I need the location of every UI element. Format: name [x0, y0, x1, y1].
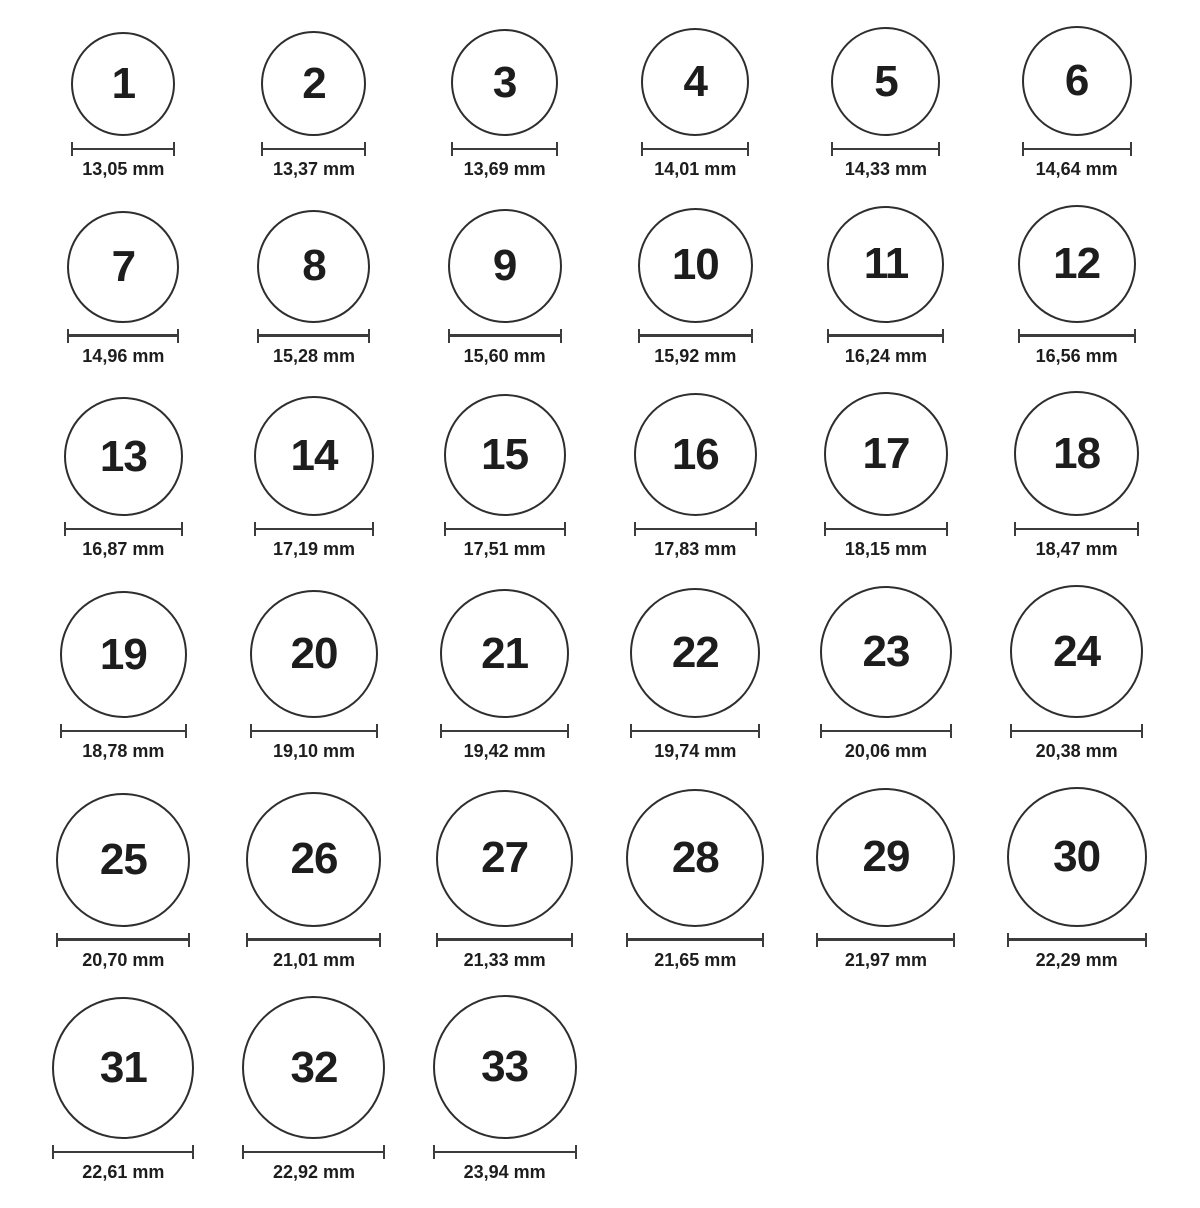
- ring-size-item: [791, 206, 982, 367]
- size-number: 4: [683, 57, 708, 106]
- ring-size-item: [791, 788, 982, 971]
- ring-size-item: [28, 591, 219, 762]
- size-circle: [820, 586, 952, 718]
- diameter-dimension-line: [451, 142, 558, 156]
- size-circle: [824, 392, 948, 516]
- size-number: 13: [99, 431, 147, 481]
- size-number: 30: [1053, 831, 1101, 881]
- ring-size-item: [981, 26, 1172, 180]
- diameter-label: 13,69 mm: [463, 159, 546, 179]
- size-number: 16: [671, 429, 719, 479]
- diameter-dimension-line: [242, 1145, 385, 1159]
- diameter-label: 21,65 mm: [654, 949, 737, 970]
- diameter-label: 14,33 mm: [844, 159, 927, 179]
- diameter-label: 17,83 mm: [654, 539, 737, 560]
- diameter-label: 16,24 mm: [844, 345, 927, 366]
- size-number: 18: [1053, 428, 1101, 478]
- size-circle: [242, 996, 385, 1139]
- diameter-label: 22,29 mm: [1035, 949, 1118, 970]
- ring-size-item: [600, 588, 791, 762]
- ring-size-item: [600, 789, 791, 971]
- diameter-label: 15,28 mm: [272, 345, 356, 366]
- diameter-dimension-line: [641, 142, 749, 156]
- diameter-label: 18,15 mm: [844, 539, 927, 560]
- diameter-dimension-line: [824, 522, 948, 536]
- size-number: 17: [862, 429, 910, 479]
- diameter-dimension-line: [440, 724, 569, 738]
- diameter-label: 17,51 mm: [463, 539, 546, 560]
- diameter-label: 20,70 mm: [82, 949, 165, 970]
- size-circle: [261, 31, 366, 136]
- ring-size-item: [219, 996, 410, 1183]
- size-number: 12: [1053, 238, 1101, 288]
- diameter-label: 18,78 mm: [82, 741, 165, 762]
- size-circle: [451, 29, 558, 136]
- diameter-label: 21,33 mm: [463, 949, 546, 970]
- size-number: 25: [99, 834, 147, 884]
- diameter-dimension-line: [638, 329, 753, 343]
- diameter-label: 16,56 mm: [1035, 345, 1118, 366]
- size-circle: [433, 995, 577, 1139]
- size-circle: [67, 211, 179, 323]
- size-number: 23: [862, 627, 910, 677]
- ring-size-item: [791, 586, 982, 762]
- diameter-label: 19,10 mm: [272, 741, 356, 762]
- ring-size-row: [28, 585, 1172, 762]
- size-number: 24: [1053, 626, 1101, 676]
- diameter-dimension-line: [64, 522, 183, 536]
- diameter-label: 20,38 mm: [1035, 741, 1118, 762]
- size-number: 22: [671, 628, 719, 678]
- size-circle: [448, 209, 562, 323]
- ring-size-item: [791, 392, 982, 560]
- diameter-dimension-line: [634, 522, 757, 536]
- diameter-label: 20,06 mm: [844, 741, 927, 762]
- diameter-dimension-line: [56, 933, 190, 947]
- diameter-dimension-line: [448, 329, 562, 343]
- size-circle: [1014, 391, 1139, 516]
- diameter-dimension-line: [1010, 724, 1143, 738]
- diameter-dimension-line: [60, 724, 187, 738]
- size-circle: [71, 32, 175, 136]
- size-circle: [641, 28, 749, 136]
- ring-size-item: [981, 391, 1172, 560]
- ring-size-item: [219, 792, 410, 971]
- size-number: 10: [671, 240, 719, 290]
- ring-size-row: [28, 995, 1172, 1183]
- diameter-dimension-line: [816, 933, 955, 947]
- diameter-dimension-line: [261, 142, 366, 156]
- diameter-label: 13,37 mm: [272, 159, 356, 179]
- ring-size-item: [219, 31, 410, 180]
- ring-size-item: [409, 209, 600, 367]
- diameter-label: 18,47 mm: [1035, 539, 1118, 560]
- ring-size-item: [28, 211, 219, 367]
- size-circle: [60, 591, 187, 718]
- ring-size-item: [219, 396, 410, 560]
- diameter-dimension-line: [1014, 522, 1139, 536]
- size-number: 6: [1064, 56, 1089, 105]
- ring-size-item: [409, 995, 600, 1183]
- ring-size-item: [28, 793, 219, 971]
- size-circle: [630, 588, 760, 718]
- diameter-dimension-line: [257, 329, 370, 343]
- size-number: 8: [302, 241, 326, 291]
- diameter-dimension-line: [52, 1145, 194, 1159]
- diameter-label: 15,92 mm: [654, 345, 737, 366]
- size-number: 14: [290, 431, 338, 481]
- size-number: 33: [481, 1042, 529, 1092]
- size-circle: [638, 208, 753, 323]
- ring-size-item: [219, 590, 410, 762]
- diameter-label: 16,87 mm: [82, 539, 165, 560]
- diameter-label: 23,94 mm: [463, 1162, 546, 1183]
- ring-size-item: [600, 208, 791, 367]
- diameter-dimension-line: [67, 329, 179, 343]
- size-number: 3: [492, 57, 517, 107]
- diameter-label: 14,64 mm: [1035, 159, 1118, 179]
- diameter-label: 14,01 mm: [654, 159, 737, 179]
- ring-size-item: [28, 997, 219, 1183]
- size-circle: [444, 394, 566, 516]
- size-circle: [52, 997, 194, 1139]
- ring-size-item: [409, 394, 600, 560]
- size-number: 27: [481, 833, 529, 883]
- diameter-dimension-line: [444, 522, 566, 536]
- size-number: 9: [492, 240, 517, 290]
- size-circle: [436, 790, 573, 927]
- size-number: 29: [862, 832, 910, 882]
- ring-size-item: [409, 29, 600, 180]
- size-circle: [56, 793, 190, 927]
- size-number: 28: [671, 832, 719, 882]
- diameter-label: 21,97 mm: [844, 949, 927, 970]
- ring-size-item: [600, 393, 791, 560]
- size-circle: [64, 397, 183, 516]
- ring-size-item: [28, 397, 219, 560]
- size-circle: [626, 789, 764, 927]
- diameter-dimension-line: [250, 724, 378, 738]
- diameter-dimension-line: [246, 933, 381, 947]
- size-number: 32: [290, 1042, 338, 1092]
- size-circle: [634, 393, 757, 516]
- ring-size-row: [28, 205, 1172, 367]
- ring-size-item: [981, 787, 1172, 971]
- diameter-label: 22,92 mm: [272, 1162, 356, 1183]
- diameter-dimension-line: [1018, 329, 1136, 343]
- diameter-dimension-line: [71, 142, 175, 156]
- size-circle: [254, 396, 374, 516]
- diameter-label: 17,19 mm: [272, 539, 356, 560]
- size-circle: [1007, 787, 1147, 927]
- diameter-dimension-line: [1007, 933, 1147, 947]
- diameter-dimension-line: [436, 933, 573, 947]
- size-circle: [257, 210, 370, 323]
- size-number: 31: [99, 1043, 147, 1093]
- diameter-label: 19,42 mm: [463, 741, 546, 762]
- size-number: 7: [111, 241, 136, 291]
- size-circle: [246, 792, 381, 927]
- size-circle: [1018, 205, 1136, 323]
- ring-size-item: [600, 28, 791, 180]
- ring-size-item: [28, 32, 219, 180]
- size-number: 5: [874, 56, 898, 106]
- diameter-label: 13,05 mm: [82, 159, 165, 179]
- ring-size-row: [28, 26, 1172, 180]
- size-circle: [1010, 585, 1143, 718]
- diameter-label: 21,01 mm: [272, 949, 356, 970]
- ring-size-row: [28, 391, 1172, 560]
- size-number: 11: [863, 239, 909, 289]
- diameter-label: 22,61 mm: [82, 1162, 165, 1183]
- ring-size-item: [791, 27, 982, 180]
- diameter-label: 14,96 mm: [82, 345, 165, 366]
- size-circle: [831, 27, 940, 136]
- diameter-label: 19,74 mm: [654, 741, 737, 762]
- ring-size-item: [409, 790, 600, 971]
- ring-size-item: [219, 210, 410, 367]
- size-number: 26: [290, 834, 338, 884]
- size-circle: [250, 590, 378, 718]
- ring-size-item: [981, 205, 1172, 367]
- diameter-label: 15,60 mm: [463, 345, 546, 366]
- diameter-dimension-line: [820, 724, 952, 738]
- size-number: 15: [481, 430, 529, 480]
- ring-size-item: [409, 589, 600, 762]
- size-circle: [1022, 26, 1132, 136]
- diameter-dimension-line: [831, 142, 940, 156]
- diameter-dimension-line: [1022, 142, 1132, 156]
- size-number: 2: [302, 58, 326, 108]
- size-circle: [816, 788, 955, 927]
- size-number: 1: [111, 59, 136, 108]
- size-number: 19: [99, 629, 147, 679]
- size-number: 20: [290, 629, 338, 679]
- ring-size-row: [28, 787, 1172, 971]
- size-circle: [827, 206, 944, 323]
- ring-size-item: [981, 585, 1172, 762]
- diameter-dimension-line: [630, 724, 760, 738]
- diameter-dimension-line: [254, 522, 374, 536]
- diameter-dimension-line: [433, 1145, 577, 1159]
- diameter-dimension-line: [626, 933, 764, 947]
- size-number: 21: [481, 628, 529, 678]
- diameter-dimension-line: [827, 329, 944, 343]
- size-circle: [440, 589, 569, 718]
